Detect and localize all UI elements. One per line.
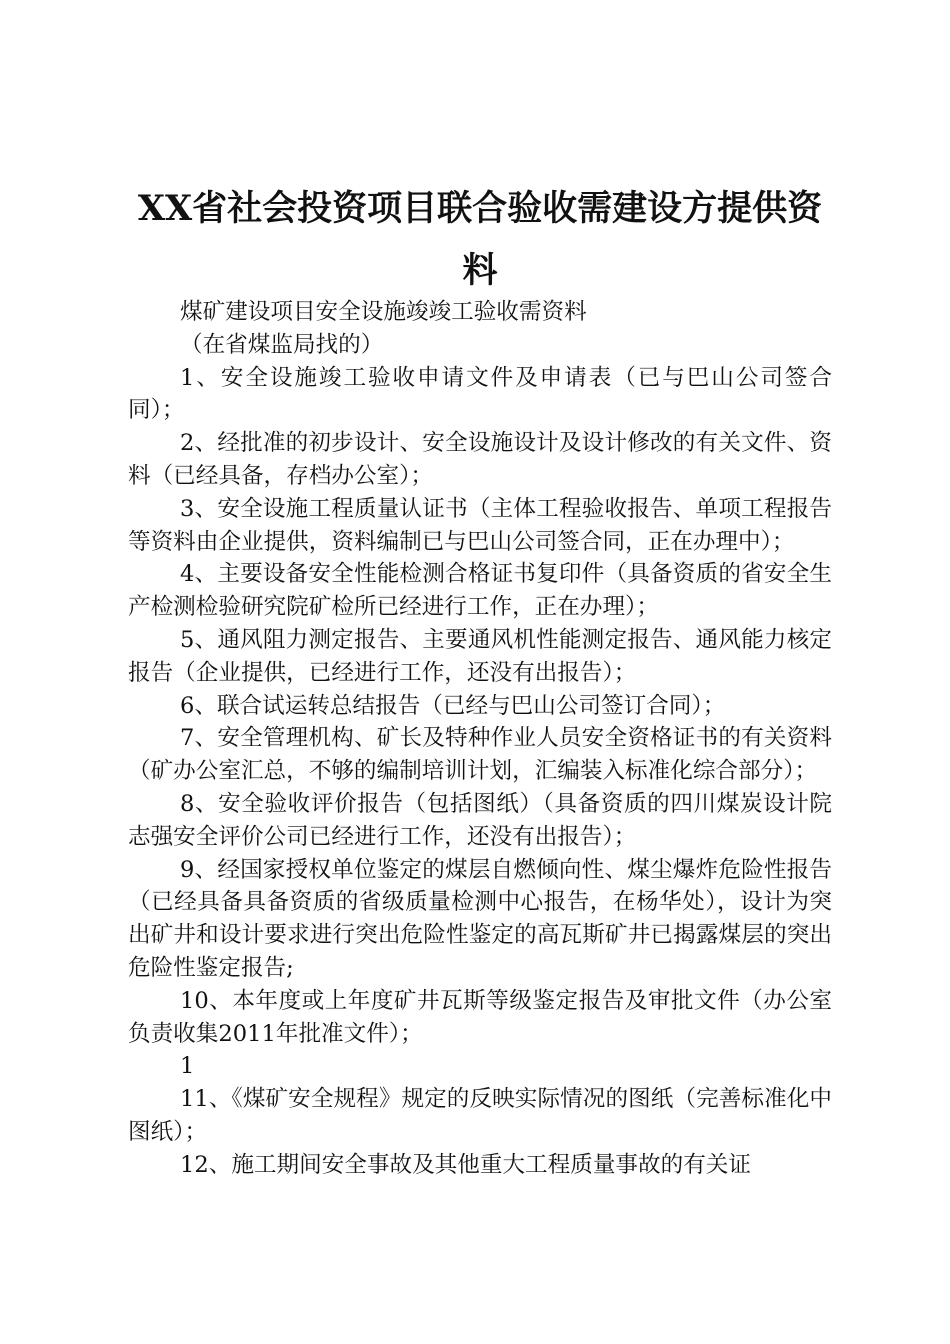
list-item: 11、《煤矿安全规程》规定的反映实际情况的图纸（完善标准化中图纸）； — [128, 1086, 832, 1145]
list-item: 10、本年度或上年度矿井瓦斯等级鉴定报告及审批文件（办公室负责收集2011年批准文件）； — [128, 987, 832, 1047]
list-item: 2、经批准的初步设计、安全设施设计及设计修改的有关文件、资料（已经具备，存档办公室）； — [128, 430, 832, 489]
list-item: 12、施工期间安全事故及其他重大工程质量事故的有关证 — [180, 1151, 751, 1178]
list-item: 8、安全验收评价报告（包括图纸）（具备资质的四川煤炭设计院志强安全评价公司已经进行工作，还没有出报告）； — [128, 790, 832, 850]
document-title: XX省社会投资项目联合验收需建设方提供资料 — [137, 188, 823, 291]
document-body — [128, 296, 832, 1182]
list-item: 9、经国家授权单位鉴定的煤层自燃倾向性、煤尘爆炸危险性报告（已经具备具备资质的省级质量检测中心报告，在杨华处），设计为突出矿井和设计要求进行突出危险性鉴定的高瓦斯矿井已揭露煤层的突出危险性鉴定报告; — [128, 856, 832, 981]
list-item: 7、安全管理机构、矿长及特种作业人员安全资格证书的有关资料（矿办公室汇总，不够的编制培训计划，汇编装入标准化综合部分）； — [128, 725, 832, 785]
list-item: 6、联合试运转总结报告（已经与巴山公司签订合同）； — [180, 692, 726, 719]
list-item: 3、安全设施工程质量认证书（主体工程验收报告、单项工程报告等资料由企业提供，资料编制已与巴山公司签合同，正在办理中）； — [128, 495, 832, 555]
list-item: 4、主要设备安全性能检测合格证书复印件（具备资质的省安全生产检测检验研究院矿检所已经进行工作，正在办理）； — [128, 561, 832, 621]
section-note: （在省煤监局找的） — [180, 331, 384, 358]
page-number: 1 — [180, 1053, 195, 1080]
section-heading: 煤矿建设项目安全设施竣竣工验收需资料 — [180, 299, 587, 325]
list-item: 1、安全设施竣工验收申请文件及申请表（已与巴山公司签合同）； — [128, 364, 832, 424]
list-item: 5、通风阻力测定报告、主要通风机性能测定报告、通风能力核定报告（企业提供，已经进行工作，还没有出报告）； — [128, 626, 832, 686]
